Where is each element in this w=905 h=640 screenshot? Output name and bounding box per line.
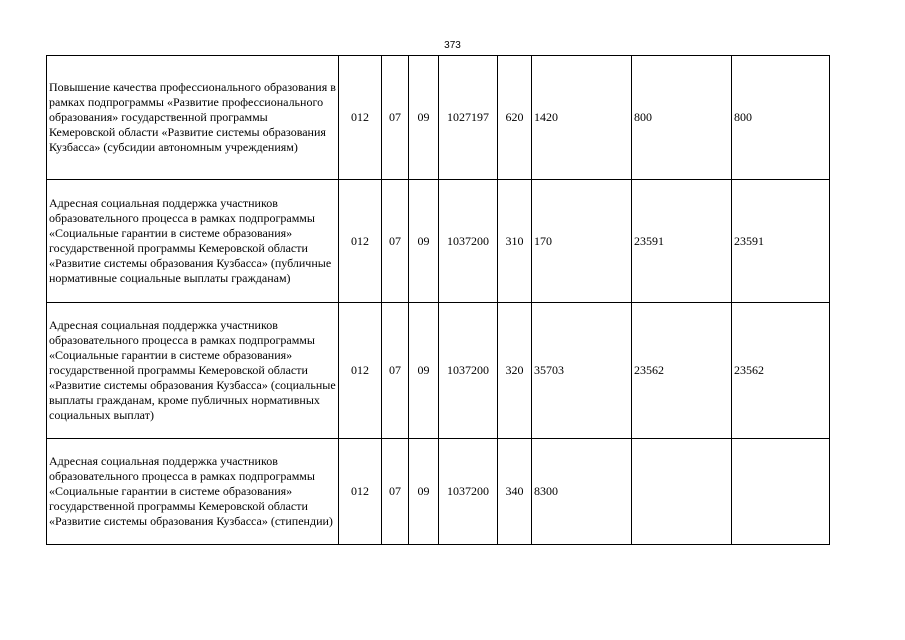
ministry-code: 012 xyxy=(339,180,382,303)
ministry-code: 012 xyxy=(339,439,382,545)
table-row xyxy=(47,303,830,439)
expense-type-code: 620 xyxy=(498,56,532,180)
ministry-code: 012 xyxy=(339,56,382,180)
subsection-code: 09 xyxy=(409,56,439,180)
amount-3 xyxy=(732,439,830,545)
table-row xyxy=(47,56,830,180)
amount-1: 170 xyxy=(532,180,632,303)
amount-3: 23591 xyxy=(732,180,830,303)
row-description: Адресная социальная поддержка участников образовательного процесса в рамках подпрограммы «Социальные гарантии в системе образования» государственной программы Кемеровской области «Развитие системы образования Кузбасса» (стипендии) xyxy=(47,439,339,545)
amount-2: 23591 xyxy=(632,180,732,303)
amount-2: 23562 xyxy=(632,303,732,439)
row-description: Адресная социальная поддержка участников образовательного процесса в рамках подпрограммы «Социальные гарантии в системе образования» государственной программы Кемеровской области «Развитие системы образования Кузбасса» (социальные выплаты гражданам, кроме публичных нормативных социальных выплат) xyxy=(47,303,339,439)
amount-2 xyxy=(632,439,732,545)
section-code: 07 xyxy=(382,180,409,303)
target-article-code: 1037200 xyxy=(439,303,498,439)
budget-table xyxy=(46,55,830,545)
amount-3: 800 xyxy=(732,56,830,180)
target-article-code: 1037200 xyxy=(439,180,498,303)
amount-3: 23562 xyxy=(732,303,830,439)
row-description: Повышение качества профессионального образования в рамках подпрограммы «Развитие профессионального образования» государственной программы Кемеровской области «Развитие системы образования Кузбасса» (субсидии автономным учреждениям) xyxy=(47,56,339,180)
page-number: 373 xyxy=(444,40,461,51)
section-code: 07 xyxy=(382,303,409,439)
subsection-code: 09 xyxy=(409,303,439,439)
amount-1: 1420 xyxy=(532,56,632,180)
amount-1: 8300 xyxy=(532,439,632,545)
ministry-code: 012 xyxy=(339,303,382,439)
section-code: 07 xyxy=(382,56,409,180)
table-row xyxy=(47,439,830,545)
row-description: Адресная социальная поддержка участников образовательного процесса в рамках подпрограммы «Социальные гарантии в системе образования» государственной программы Кемеровской области «Развитие системы образования Кузбасса» (публичные нормативные социальные выплаты гражданам) xyxy=(47,180,339,303)
table-row xyxy=(47,180,830,303)
subsection-code: 09 xyxy=(409,439,439,545)
section-code: 07 xyxy=(382,439,409,545)
expense-type-code: 320 xyxy=(498,303,532,439)
expense-type-code: 310 xyxy=(498,180,532,303)
target-article-code: 1037200 xyxy=(439,439,498,545)
target-article-code: 1027197 xyxy=(439,56,498,180)
subsection-code: 09 xyxy=(409,180,439,303)
amount-2: 800 xyxy=(632,56,732,180)
amount-1: 35703 xyxy=(532,303,632,439)
expense-type-code: 340 xyxy=(498,439,532,545)
